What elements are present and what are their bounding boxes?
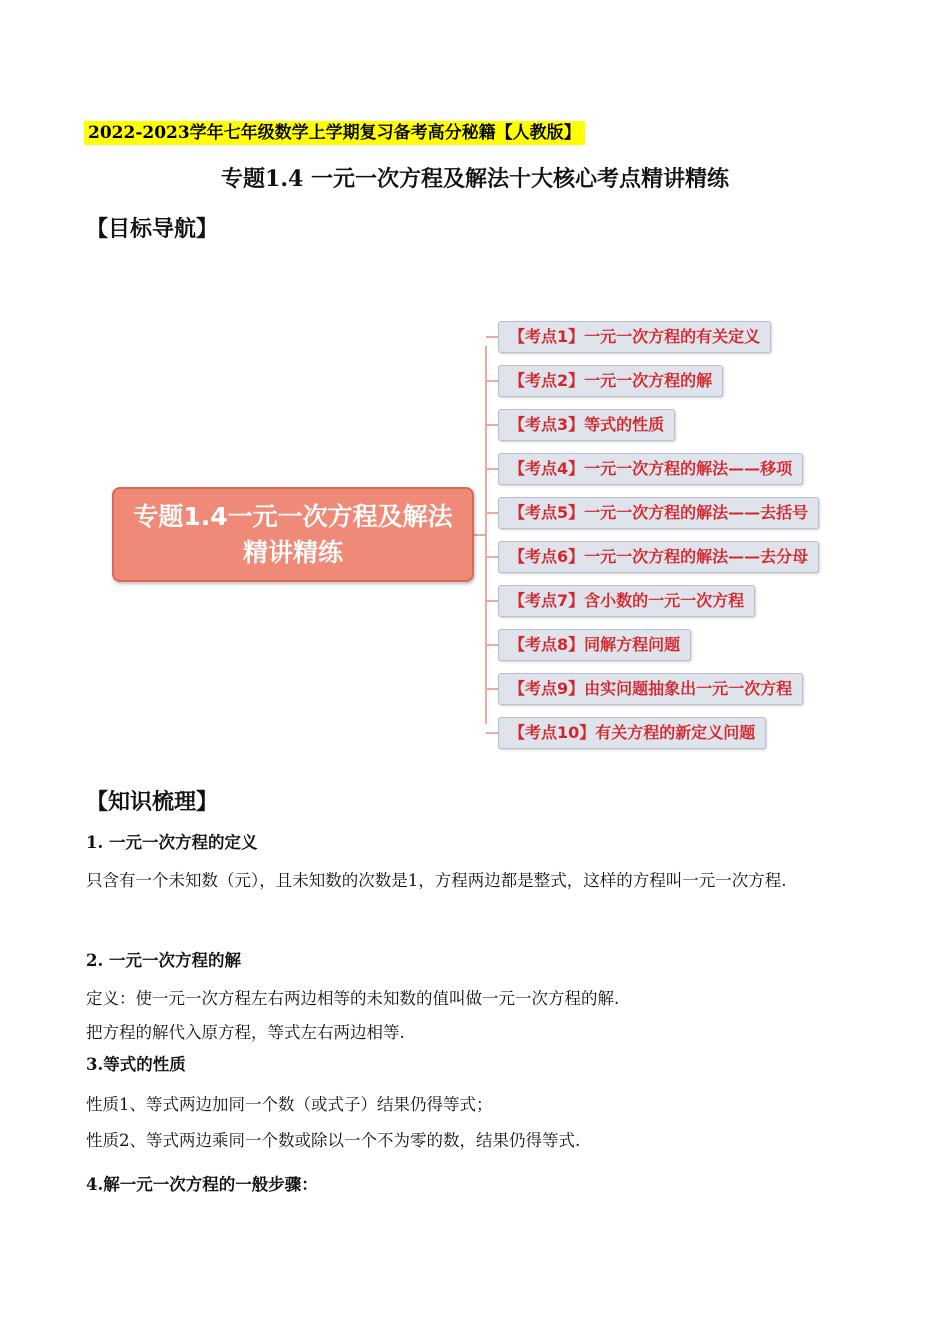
series-label: 2022-2023学年七年级数学上学期复习备考高分秘籍【人教版】 [84,121,585,145]
mindmap-branch-3: 【考点3】等式的性质 [498,409,675,441]
page-title: 专题1.4 一元一次方程及解法十大核心考点精讲精练 [221,166,729,192]
section-goal-navigation: 【目标导航】 [86,216,219,242]
mindmap-branch-5: 【考点5】一元一次方程的解法——去括号 [498,497,819,529]
mindmap-branch-8: 【考点8】同解方程问题 [498,629,691,661]
mindmap-branch-2: 【考点2】一元一次方程的解 [498,365,723,397]
mindmap-branch-10: 【考点10】有关方程的新定义问题 [498,717,766,749]
solution-check: 把方程的解代入原方程，等式左右两边相等. [86,1023,405,1042]
mindmap-center-node: 专题1.4一元一次方程及解法精讲精练 [112,487,474,582]
solution-heading: 2. 一元一次方程的解 [86,951,241,970]
equality-property-2: 性质2、等式两边乘同一个数或除以一个不为零的数，结果仍得等式. [86,1131,581,1150]
connector-ticks [486,337,498,733]
mindmap-branch-9: 【考点9】由实问题抽象出一元一次方程 [498,673,803,705]
mindmap-branch-1: 【考点1】一元一次方程的有关定义 [498,321,771,353]
solution-definition: 定义：使一元一次方程左右两边相等的未知数的值叫做一元一次方程的解. [86,989,620,1008]
definition-text: 只含有一个未知数（元），且未知数的次数是1，方程两边都是整式，这样的方程叫一元一次方程. [86,871,787,890]
equality-property-1: 性质1、等式两边加同一个数（或式子）结果仍得等式； [86,1095,493,1114]
mindmap-branch-4: 【考点4】一元一次方程的解法——移项 [498,453,803,485]
equality-properties-heading: 3.等式的性质 [86,1055,186,1074]
mindmap-branch-7: 【考点7】含小数的一元一次方程 [498,585,755,617]
definition-heading: 1. 一元一次方程的定义 [86,833,258,852]
mindmap-branch-6: 【考点6】一元一次方程的解法——去分母 [498,541,819,573]
section-knowledge-review: 【知识梳理】 [86,789,219,815]
solving-steps-heading: 4.解一元一次方程的一般步骤： [86,1175,318,1194]
